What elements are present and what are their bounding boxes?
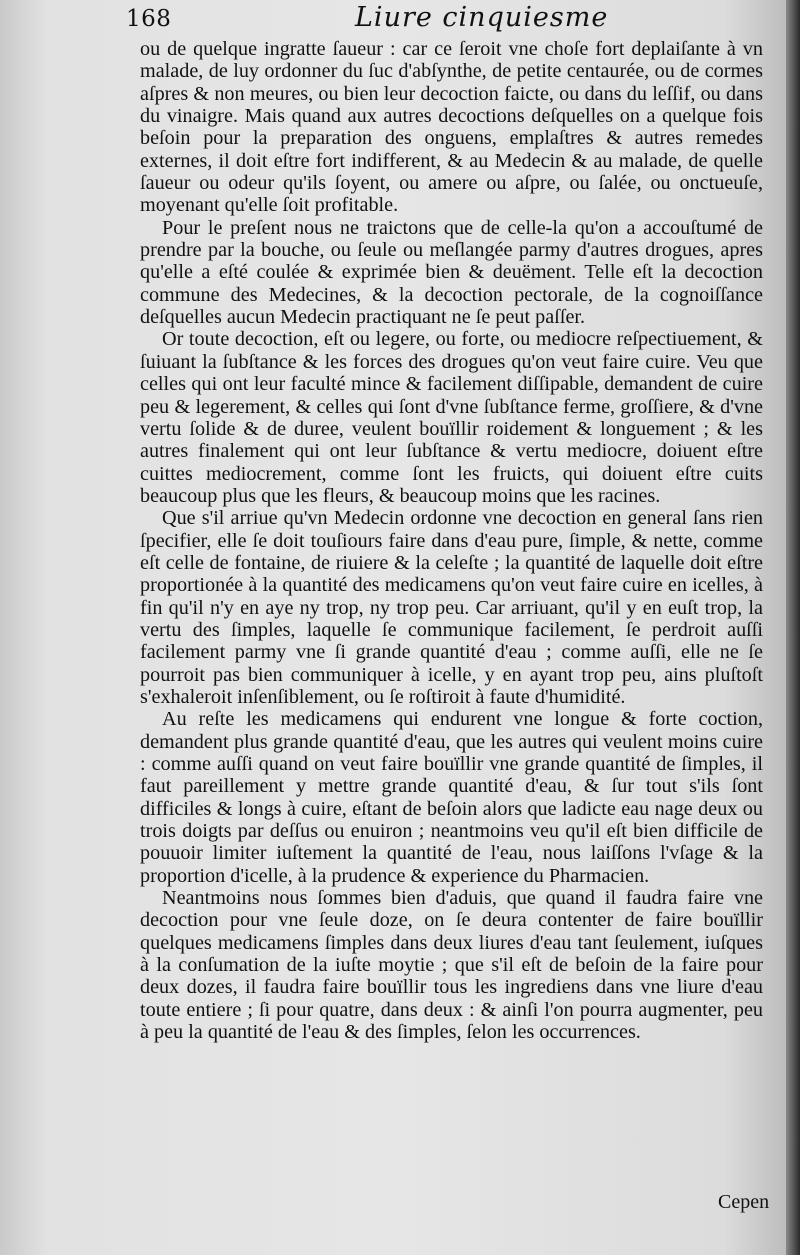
page-number: 168 [126,6,172,32]
page-header [0,2,786,36]
paragraph: Pour le preſent nous ne traictons que de celle-la qu'on a accouſtumé de prendre par la bouche, ou ſeule ou meſlangée parmy d'autres drogues, apres qu'elle a eſté coulée & exprimée bien & deuëment. Telle eſt la decoction commune des Medecines, & la decoction pectorale, de la cognoiſſance deſquelles aucun Medecin practiquant ne ſe peut paſſer. [140,216,763,329]
paragraph: Neantmoins nous ſommes bien d'aduis, que quand il faudra faire vne decoction pour vne ſeule doze, on ſe deura contenter de faire bouïllir quelques medicamens ſimples dans deux liures d'eau tant ſeulement, iuſques à la conſumation de la iuſte moytie ; que s'il eſt de beſoin de la faire pour deux dozes, il faudra faire bouïllir tous les ingrediens dans vne liure d'eau toute entiere ; ſi pour quatre, dans deux : & ainſi l'on pourra augmenter, peu à peu la quantité de l'eau & des ſimples, ſelon les occurrences. [140,887,763,1044]
paragraph: Au reſte les medicamens qui endurent vne longue & forte coction, demandent plus grande quantité d'eau, que les autres qui veulent moins cuire : comme auſſi quand on veut faire bouïllir vne grande quantité de ſimples, il faut pareillement y mettre grande quantité d'eau, & ſur tout s'ils ſont difficiles & longs à cuire, eſtant de beſoin alors que ladicte eau nage deux ou trois doigts par deſſus ou enuiron ; neantmoins veu qu'il eſt bien difficile de pouuoir limiter iuſtement la quantité de l'eau, nous laiſſons l'vſage & la proportion d'icelle, à la prudence & experience du Pharmacien. [140,708,763,887]
running-title: Liure cinquiesme [355,2,609,33]
body-text [140,38,763,1043]
catchword: Cepen [718,1191,770,1213]
paragraph: Or toute decoction, eſt ou legere, ou forte, ou mediocre reſpectiuement, & ſuiuant la ſubſtance & les forces des drogues qu'on veut faire cuire. Veu que celles qui ont leur faculté mince & facilement diſſipable, demandent de cuire peu & legerement, & celles qui ſont d'vne ſubſtance ferme, groſſiere, & d'vne vertu ſolide & de duree, veulent bouïllir roidement & longuement ; & les autres finalement qui ont leur ſubſtance & vertu mediocre, doiuent eſtre cuittes mediocrement, comme ſont les fruicts, qui doiuent eſtre cuits beaucoup plus que les fleurs, & beaucoup moins que les racines. [140,328,763,507]
paragraph: ou de quelque ingratte ſaueur : car ce ſeroit vne choſe fort deplaiſante à vn malade, de luy ordonner du ſuc d'abſynthe, de petite centaurée, ou de cormes aſpres & non meures, ou bien leur decoction faicte, ou dans du leſſif, ou dans du vinaigre. Mais quand aux autres decoctions deſquelles on a quelque fois beſoin pour la preparation des onguens, emplaſtres & autres remedes externes, il doit eſtre fort indifferent, & au Medecin & au malade, de quelle ſaueur ou odeur qu'ils ſoyent, ou amere ou aſpre, ou ſalée, ou onctueuſe, moyenant qu'elle ſoit profitable. [140,38,763,217]
paragraph: Que s'il arriue qu'vn Medecin ordonne vne decoction en general ſans rien ſpecifier, elle ſe doit touſiours faire dans d'eau pure, ſimple, & nette, comme eſt celle de fontaine, de riuiere & la celeſte ; la quantité de laquelle doit eſtre proportionée à la quantité des medicamens qu'on veut faire cuire en icelles, à fin qu'il n'y en aye ny trop, ny trop peu. Car arriuant, qu'il y en euſt trop, la vertu des ſimples, laquelle ſe communique facilement, ſe perdroit auſſi facilement parmy vne ſi grande quantité d'eau ; comme auſſi, elle ne ſe pourroit pas bien communiquer à icelle, y en ayant trop peu, ains pluſtoſt s'exhaleroit inſenſiblement, ou ſe roſtiroit à faute d'humidité. [140,507,763,708]
page-edge-shadow [786,0,800,1255]
